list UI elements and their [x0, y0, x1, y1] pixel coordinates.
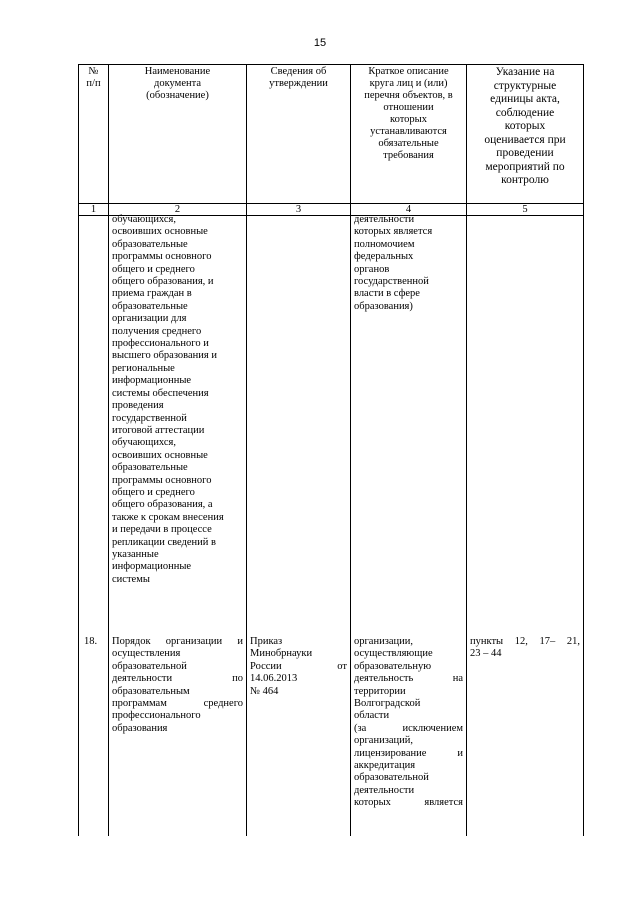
text-line: пункты 12, 17– 21,	[470, 636, 580, 647]
text-line: Приказ	[250, 636, 283, 647]
text-line: Минобрнауки	[250, 648, 313, 660]
header-row	[79, 65, 584, 204]
text-line: аккредитация	[354, 760, 416, 772]
text-line: лицензирование и	[354, 747, 463, 759]
column-number: 4	[351, 204, 467, 216]
text-line: образовательным	[112, 685, 190, 697]
column-number: 2	[109, 204, 247, 216]
continuation-scope-description: деятельности которых является полномочием федеральных органов государственной власти в сфере образования)	[351, 214, 467, 618]
header-col-document-name: Наименование документа (обозначение)	[109, 65, 247, 204]
text-line: профессионального	[112, 710, 201, 722]
text-line: образовательную	[354, 660, 432, 672]
column-number: 3	[247, 204, 351, 216]
header-col-structural-units: Указание на структурные единицы акта, соблюдение которых оценивается при проведении мероприятий по контролю	[467, 65, 584, 204]
text-line: (за исключением	[354, 722, 463, 734]
header-col-scope-description: Краткое описание круга лиц и (или) перечня объектов, в отношении которых устанавливаются обязательные требования	[351, 65, 467, 204]
text-line: осуществления	[112, 648, 181, 660]
text-line: деятельности	[354, 784, 415, 796]
row-number: 18.	[79, 636, 109, 836]
column-number: 1	[79, 204, 109, 216]
text-line: организаций,	[354, 735, 413, 747]
page-number: 15	[313, 37, 327, 49]
text-line: образовательной	[112, 660, 187, 672]
cell-empty	[79, 214, 109, 618]
header-col-number: № п/п	[79, 65, 109, 204]
text-line: организации,	[354, 636, 413, 647]
row-document-name	[109, 636, 247, 836]
text-line: программам среднего	[112, 698, 243, 710]
text-line: Волгоградской	[354, 698, 421, 710]
text-line: области	[354, 710, 390, 722]
table-body	[78, 214, 584, 836]
text-line: которых является	[354, 797, 463, 809]
text-line: осуществляющие	[354, 648, 433, 660]
text-line: России от	[250, 660, 347, 672]
text-line: деятельности по	[112, 673, 243, 685]
row-scope-description	[351, 636, 467, 836]
cell-empty	[467, 214, 584, 618]
column-number: 5	[467, 204, 584, 216]
table-row-18	[79, 636, 584, 836]
cell-empty	[247, 214, 351, 618]
continuation-document-name: обучающихся, освоивших основные образовательные программы основного общего и среднего общего образования, и приема граждан в образовательные организации для получения среднего профессионального и высшего образования и региональные информационные системы обеспечения проведения государственной итоговой аттестации обучающихся, освоивших основные образовательные программы основного общего и среднего общего образования, а также к срокам внесения и передачи в процессе репликации сведений в указанные информационные системы	[109, 214, 247, 618]
text-line: территории	[354, 685, 406, 697]
text-line: деятельность на	[354, 673, 463, 685]
row-approval	[247, 636, 351, 836]
text-line: 23 – 44	[470, 648, 502, 660]
text-line: 14.06.2013	[250, 673, 298, 685]
row-spacer	[79, 618, 584, 636]
text-line: № 464	[250, 685, 279, 697]
text-line: Порядок организации и	[112, 636, 243, 647]
continuation-row	[79, 214, 584, 618]
row-structural-units	[467, 636, 584, 836]
text-line: образования	[112, 722, 168, 734]
table-header	[78, 64, 584, 216]
header-col-approval: Сведения об утверждении	[247, 65, 351, 204]
text-line: образовательной	[354, 772, 429, 784]
